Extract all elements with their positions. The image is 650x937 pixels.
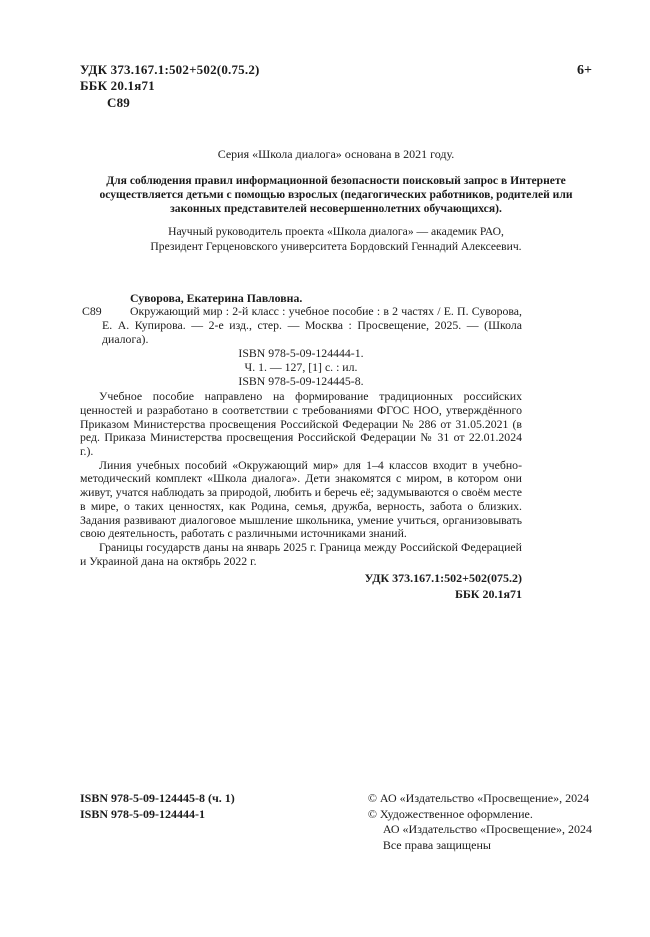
isbn-full-line: ISBN 978-5-09-124444-1. bbox=[238, 346, 364, 361]
catalog-card bbox=[80, 292, 522, 603]
copyright-line-publisher: © АО «Издательство «Просвещение», 2024 bbox=[367, 791, 590, 805]
bbk-bottom: ББК 20.1я71 bbox=[454, 586, 522, 601]
bibliographic-description: Окружающий мир : 2-й класс : учебное пособие : в 2 частях / Е. П. Суворова, Е. А. Купирова. — 2-е изд., стер. — Москва : Просвещение, 2025. — (Школа диалога). bbox=[102, 304, 522, 346]
header bbox=[80, 62, 592, 111]
age-rating-badge: 6+ bbox=[577, 63, 592, 78]
author-sign-top: С89 bbox=[107, 94, 130, 110]
author-heading: Суворова, Екатерина Павловна. bbox=[130, 290, 303, 305]
annotation-paragraph-1: Учебное пособие направлено на формирование традиционных российских ценностей и разработано в соответствии с требованиями ФГОС НОО, утверждённого Приказом Министерства просвещения Российской Федерации № 286 от 31.05.2021 (в ред. Приказа Министерства просвещения Российской Федерации № 31 от 22.01.2024 г.). bbox=[80, 389, 522, 459]
footer-isbn-full: ISBN 978-5-09-124444-1 bbox=[80, 806, 205, 821]
isbn-block bbox=[80, 347, 522, 388]
footer bbox=[80, 791, 592, 853]
imprint-codes bbox=[80, 571, 522, 602]
bbk-top: ББК 20.1я71 bbox=[80, 78, 155, 94]
supervisor-line1: Научный руководитель проекта «Школа диалога» — академик РАО, bbox=[168, 225, 504, 239]
supervisor-note bbox=[80, 225, 592, 253]
internet-safety-note: Для соблюдения правил информационной безопасности поисковый запрос в Интернете осуществляется детьми с помощью взрослых (педагогических работников, родителей или законных представителей несовершеннолетних обучающихся). bbox=[99, 173, 573, 215]
isbn-part-line: ISBN 978-5-09-124445-8. bbox=[238, 373, 364, 388]
supervisor-line2: Президент Герценовского университета Бордовский Геннадий Алексеевич. bbox=[150, 239, 522, 253]
udk-top: УДК 373.167.1:502+502(0.75.2) bbox=[80, 62, 260, 77]
footer-isbn-part: ISBN 978-5-09-124445-8 (ч. 1) bbox=[80, 791, 235, 805]
copyright-line-rights: Все права защищены bbox=[382, 837, 491, 852]
copyright-line-artwork: © Художественное оформление. bbox=[367, 806, 533, 821]
series-note: Серия «Школа диалога» основана в 2021 году. bbox=[217, 146, 455, 161]
annotation-paragraph-2: Линия учебных пособий «Окружающий мир» для 1–4 классов входит в учебно-методический комплект «Школа диалога». Дети знакомятся с миром, в котором они живут, учатся наблюдать за природой, любить и беречь её; задумываются о своём месте в мире, о таких ценностях, как Родина, семья, дружба, верность, забота о близких. Задания развивают диалоговое мышление школьника, умение учиться, организовывать свою деятельность, работать с различными источниками знаний. bbox=[80, 457, 522, 541]
copyright-block bbox=[368, 791, 592, 853]
part-volume-line: Ч. 1. — 127, [1] с. : ил. bbox=[244, 360, 358, 375]
udk-bottom: УДК 373.167.1:502+502(075.2) bbox=[364, 571, 522, 586]
author-sign-card: С89 bbox=[82, 304, 102, 319]
copyright-line-publisher-2: АО «Издательство «Просвещение», 2024 bbox=[382, 822, 592, 837]
footer-isbn-block bbox=[80, 791, 235, 853]
classification-codes bbox=[80, 62, 260, 111]
bibliographic-entry bbox=[80, 305, 522, 346]
annotation-paragraph-3: Границы государств даны на январь 2025 г. Граница между Российской Федерацией и Украиной дана на октябрь 2022 г. bbox=[80, 539, 522, 568]
